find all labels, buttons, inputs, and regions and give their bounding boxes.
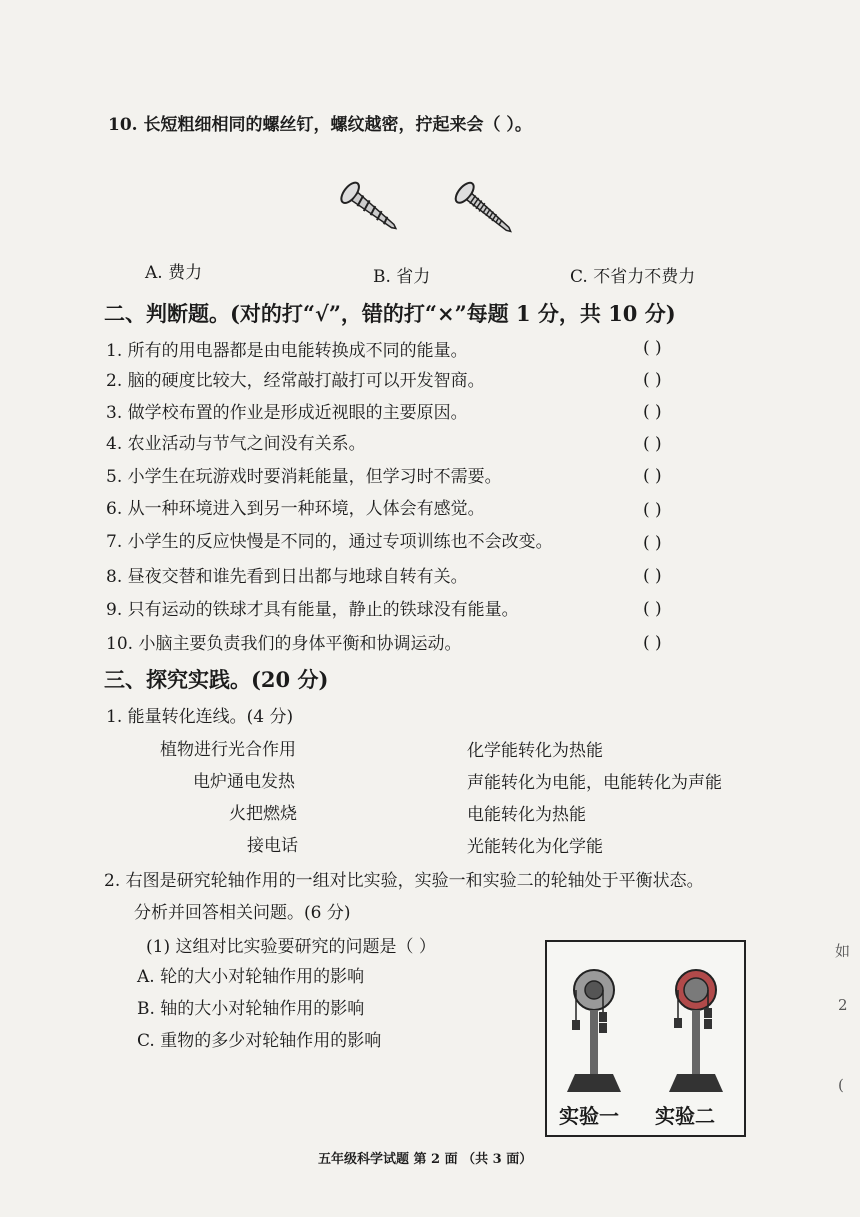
tf-answer-7: ( ) (643, 533, 662, 553)
s3-q2-option-c: C. 重物的多少对轮轴作用的影响 (137, 1031, 382, 1051)
match-right-4: 光能转化为化学能 (467, 837, 603, 857)
edge-mark-2: 2 (838, 996, 848, 1014)
s3-q2-stem-line1: 2. 右图是研究轮轴作用的一组对比实验，实验一和实验二的轮轴处于平衡状态。 (104, 871, 704, 891)
tf-item-1: 1. 所有的用电器都是由电能转换成不同的能量。 (106, 341, 468, 361)
experiment-1-label: 实验一 (559, 1104, 619, 1128)
tf-item-5: 5. 小学生在玩游戏时要消耗能量，但学习时不需要。 (106, 467, 502, 487)
experiment-2-apparatus (669, 970, 723, 1092)
s3-q2-option-b: B. 轴的大小对轮轴作用的影响 (137, 999, 365, 1019)
s3-q2-option-a: A. 轮的大小对轮轴作用的影响 (137, 967, 365, 987)
tf-item-6: 6. 从一种环境进入到另一种环境，人体会有感觉。 (106, 499, 485, 519)
q10-option-c: C. 不省力不费力 (570, 267, 696, 287)
tf-item-10: 10. 小脑主要负责我们的身体平衡和协调运动。 (106, 634, 462, 654)
match-left-3: 火把燃烧 (229, 804, 297, 824)
tf-item-7: 7. 小学生的反应快慢是不同的，通过专项训练也不会改变。 (106, 532, 553, 552)
screw-fine-icon (452, 180, 518, 241)
tf-item-9: 9. 只有运动的铁球才具有能量，静止的铁球没有能量。 (106, 600, 519, 620)
experiment-1-apparatus (567, 970, 621, 1092)
tf-item-3: 3. 做学校布置的作业是形成近视眼的主要原因。 (106, 403, 468, 423)
screw-illustrations (340, 176, 540, 246)
tf-answer-8: ( ) (643, 566, 662, 586)
experiment-2-label: 实验二 (655, 1104, 715, 1128)
tf-answer-10: ( ) (643, 633, 662, 653)
wheel-axle-figure (545, 940, 746, 1137)
tf-item-2: 2. 脑的硬度比较大，经常敲打敲打可以开发智商。 (106, 371, 485, 391)
tf-answer-3: ( ) (643, 402, 662, 422)
match-left-2: 电炉通电发热 (193, 772, 295, 792)
s3-q1-title: 1. 能量转化连线。(4 分) (106, 707, 294, 727)
tf-answer-1: ( ) (643, 338, 662, 358)
q10-stem: 10. 长短粗细相同的螺丝钉，螺纹越密，拧起来会（ ）。 (108, 115, 532, 135)
q10-option-a: A. 费力 (145, 263, 203, 283)
edge-mark-3: ( (838, 1076, 844, 1094)
tf-item-4: 4. 农业活动与节气之间没有关系。 (106, 434, 366, 454)
match-left-4: 接电话 (247, 836, 298, 856)
page-footer: 五年级科学试题 第 2 面 （共 3 面） (318, 1152, 533, 1167)
match-right-3: 电能转化为热能 (467, 805, 586, 825)
tf-answer-4: ( ) (643, 434, 662, 454)
section2-title: 二、判断题。(对的打“√”，错的打“×”每题 1 分，共 10 分) (104, 301, 676, 326)
tf-answer-5: ( ) (643, 466, 662, 486)
match-right-1: 化学能转化为热能 (467, 741, 603, 761)
screw-coarse-icon (340, 180, 403, 238)
s3-q2-sub1: (1) 这组对比实验要研究的问题是（ ） (146, 937, 436, 957)
tf-item-8: 8. 昼夜交替和谁先看到日出都与地球自转有关。 (106, 567, 468, 587)
match-right-2: 声能转化为电能，电能转化为声能 (467, 773, 722, 793)
edge-mark-1: 如 (835, 942, 851, 960)
wheel-axle-drawing (547, 942, 744, 1092)
section3-title: 三、探究实践。(20 分) (104, 667, 329, 692)
tf-answer-9: ( ) (643, 599, 662, 619)
s3-q2-stem-line2: 分析并回答相关问题。(6 分) (134, 903, 351, 923)
tf-answer-2: ( ) (643, 370, 662, 390)
tf-answer-6: ( ) (643, 500, 662, 520)
match-left-1: 植物进行光合作用 (160, 740, 296, 760)
q10-option-b: B. 省力 (373, 267, 431, 287)
